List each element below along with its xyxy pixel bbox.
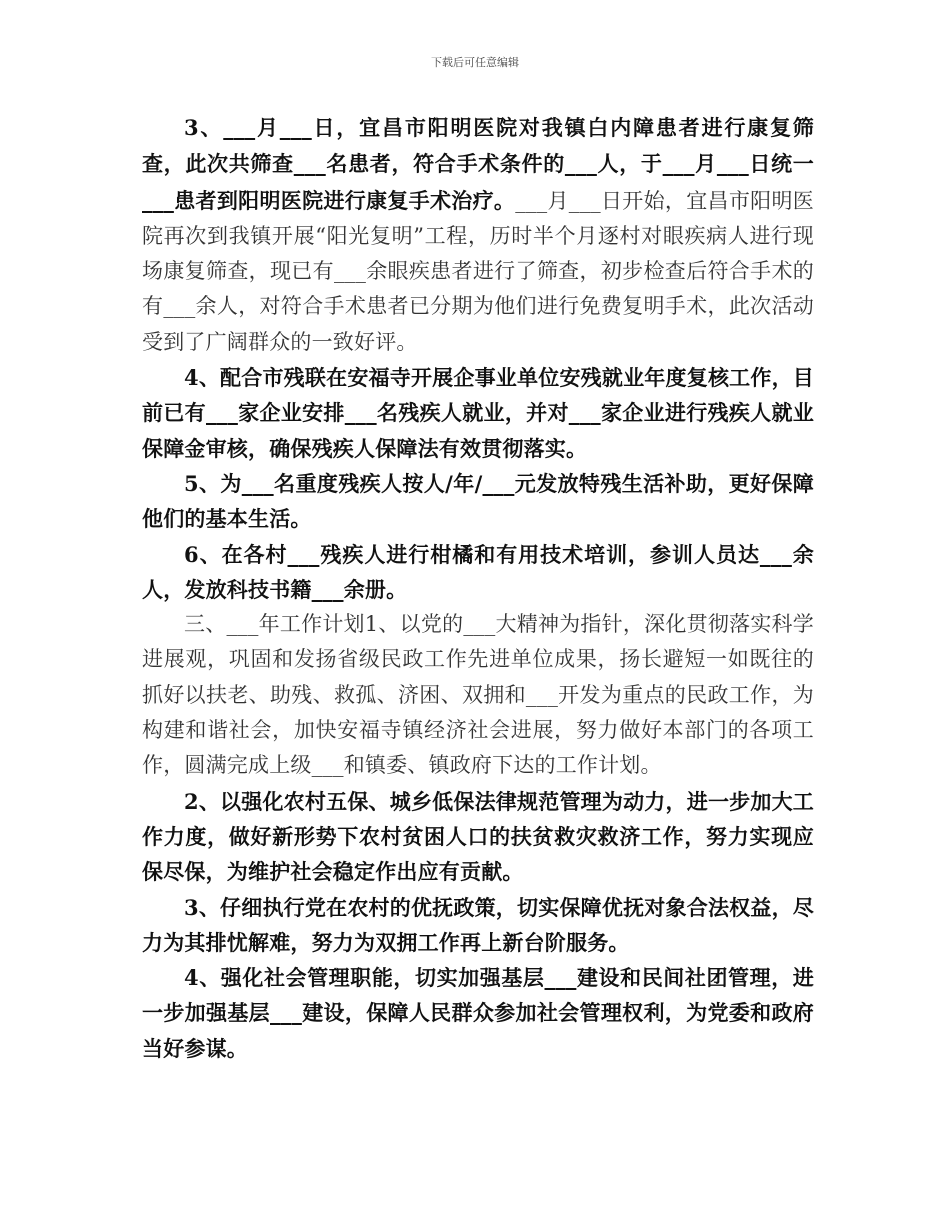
paragraph-1-normal: ___月___日开始，宜昌市阳明医院再次到我镇开展“阳光复明”工程，历时半个月逐村对眼疾病人进行现场康复筛查，现已有___余眼疾患者进行了筛查，初步检查后符合手术的有___余人，对符合手术患者已分期为他们进行免费复明手术，此次活动受到了广阔群众的一致好评。: [142, 188, 814, 354]
paragraph-1-bold: 3、___月___日，宜昌市阳明医院对我镇白内障患者进行康复筛查，此次共筛查___名患者，符合手术条件的___人，于___月___日统一___患者到阳明医院进行康复手术治疗。: [142, 115, 814, 213]
paragraph-8: 4、强化社会管理职能，切实加强基层___建设和民间社团管理，进一步加强基层___建设，保障人民群众参加社会管理权利，为党委和政府当好参谋。: [142, 965, 814, 1061]
paragraph-7: 3、仔细执行党在农村的优抚政策，切实保障优抚对象合法权益，尽力为其排忧解难，努力为双拥工作再上新台阶服务。: [142, 894, 814, 955]
paragraph-3: 5、为___名重度残疾人按人/年/___元发放特残生活补助，更好保障他们的基本生活。: [142, 470, 814, 532]
paragraph-6: 2、以强化农村五保、城乡低保法律规范管理为动力，进一步加大工作力度，做好新形势下农村贫困人口的扶贫救灾救济工作，努力实现应保尽保，为维护社会稳定作出应有贡献。: [142, 788, 814, 885]
paragraph-4: 6、在各村___残疾人进行柑橘和有用技术培训，参训人员达___余人，发放科技书籍___余册。: [142, 541, 814, 602]
paragraph-1: [142, 110, 814, 360]
document-body: [142, 110, 814, 1066]
page-header-note: 下载后可任意编辑: [431, 56, 519, 69]
paragraph-5: 三、___年工作计划1、以党的___大精神为指针，深化贯彻落实科学进展观，巩固和发扬省级民政工作先进单位成果，扬长避短一如既往的抓好以扶老、助残、救孤、济困、双拥和___开发为重点的民政工作，为构建和谐社会，加快安福寺镇经济社会进展，努力做好本部门的各项工作，圆满完成上级___和镇委、镇政府下达的工作计划。: [142, 612, 814, 778]
paragraph-2: 4、配合市残联在安福寺开展企事业单位安残就业年度复核工作，目前已有___家企业安排___名残疾人就业，并对___家企业进行残疾人就业保障金审核，确保残疾人保障法有效贯彻落实。: [142, 365, 814, 461]
